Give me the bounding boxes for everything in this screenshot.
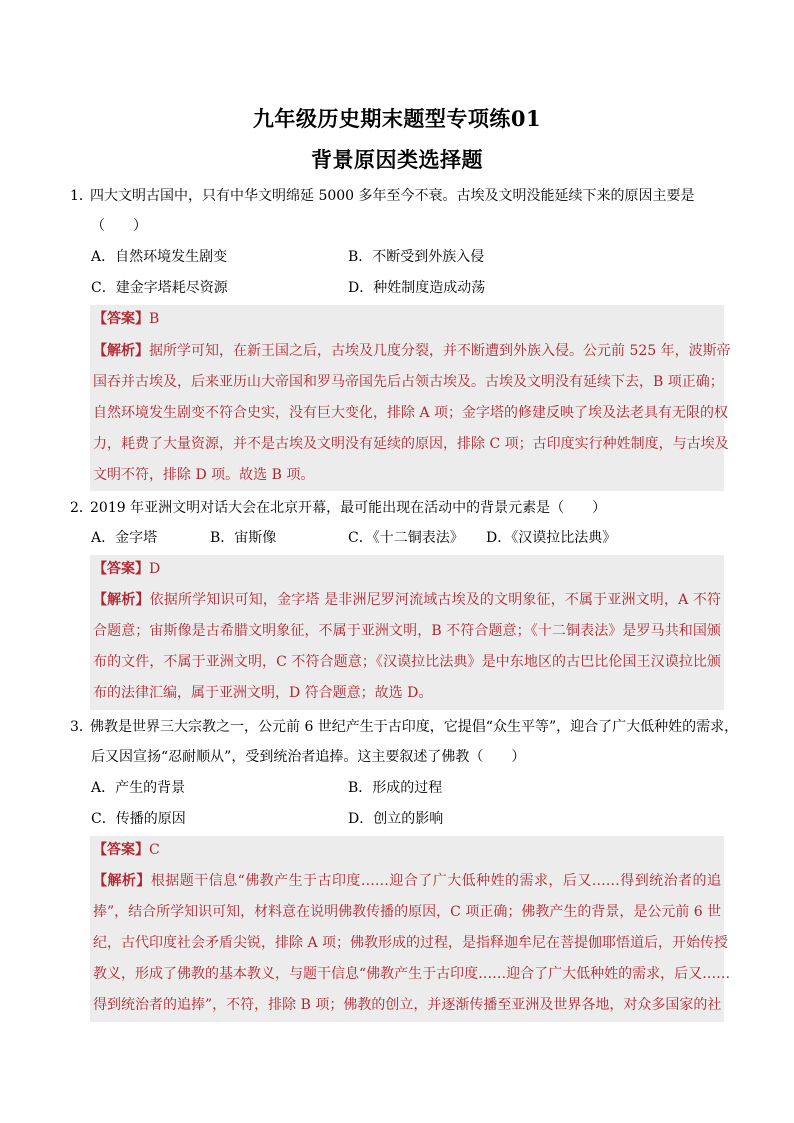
analysis-line: 合题意；宙斯像是古希腊文明象征，不属于亚洲文明，B 不符合题意；《十二铜表法》是罗马共和国颁 xyxy=(93,623,721,639)
answer-line xyxy=(93,309,159,329)
option-d: D．种姓制度造成动荡 xyxy=(348,280,486,296)
analysis-tag: 【解析】 xyxy=(93,343,149,359)
answer-value: C xyxy=(149,842,160,858)
option-d: D．《汉谟拉比法典》 xyxy=(486,530,617,546)
answer-box xyxy=(90,305,731,491)
page-subtitle: 背景原因类选择题 xyxy=(311,147,483,172)
option-b: B．形成的过程 xyxy=(348,780,443,796)
question-number: 2． xyxy=(70,500,93,516)
option-c: C．传播的原因 xyxy=(91,811,186,827)
analysis-line: 【解析】据所学可知，在新王国之后，古埃及几度分裂，并不断遭到外族入侵。公元前 525 年，波斯帝 xyxy=(93,343,731,359)
question-number: 1． xyxy=(70,188,93,204)
analysis-line: 布的法律汇编，属于亚洲文明，D 符合题意；故选 D。 xyxy=(93,685,433,701)
analysis-line: 布的文件，不属于亚洲文明，C 不符合题意；《汉谟拉比法典》是中东地区的古巴比伦国王汉谟拉比颁 xyxy=(93,654,721,670)
analysis-tag: 【解析】 xyxy=(93,873,151,889)
question-number: 3． xyxy=(70,719,93,735)
question-stem: 3．佛教是世界三大宗教之一，公元前 6 世纪产生于古印度，它提倡“众生平等”，迎合了广大低种姓的需求， xyxy=(70,719,739,735)
option-a: A．自然环境发生剧变 xyxy=(91,249,228,265)
question-stem: 2．2019 年亚洲文明对话大会在北京开幕，最可能出现在活动中的背景元素是（ ） xyxy=(70,500,607,516)
option-a: A．产生的背景 xyxy=(91,780,186,796)
answer-tag: 【答案】 xyxy=(93,842,149,858)
answer-tag: 【答案】 xyxy=(93,561,149,577)
answer-value: B xyxy=(149,311,160,327)
analysis-line: 捧”，结合所学知识可知，材料意在说明佛教传播的原因，C 项正确；佛教产生的背景，是公元前 6 世 xyxy=(93,904,722,920)
analysis-line: 文明不符，排除 D 项。故选 B 项。 xyxy=(93,467,315,483)
option-a: A．金字塔 xyxy=(91,530,158,546)
answer-line xyxy=(93,840,160,860)
option-c: C．建金字塔耗尽资源 xyxy=(91,280,228,296)
analysis-line: 力，耗费了大量资源，并不是古埃及文明没有延续的原因，排除 C 项；古印度实行种姓制度，与古埃及 xyxy=(93,436,729,452)
option-c: C．《十二铜表法》 xyxy=(348,530,464,546)
option-b: B．宙斯像 xyxy=(210,530,277,546)
analysis-line: 自然环境发生剧变不符合史实，没有巨大变化，排除 A 项；金字塔的修建反映了埃及法老具有无限的权 xyxy=(93,405,729,421)
question-stem-continued: 后又因宣扬“忍耐顺从”，受到统治者追捧。这主要叙述了佛教（ ） xyxy=(91,749,526,765)
analysis-tag: 【解析】 xyxy=(93,592,150,608)
analysis-line: 得到统治者的追捧”，不符，排除 B 项；佛教的创立，并逐渐传播至亚洲及世界各地，对众多国家的社 xyxy=(93,997,722,1013)
question-stem-continued: （ ） xyxy=(91,218,147,234)
answer-line xyxy=(93,559,160,579)
answer-value: D xyxy=(149,561,161,577)
analysis-line: 教义，形成了佛教的基本教义，与题干信息“佛教产生于古印度……迎合了广大低种姓的需求，后又…… xyxy=(93,966,731,982)
page-title: 九年级历史期末题型专项练01 xyxy=(252,106,542,131)
option-d: D．创立的影响 xyxy=(348,811,444,827)
analysis-line: 【解析】根据题干信息“佛教产生于古印度……迎合了广大低种姓的需求，后又……得到统治者的追 xyxy=(93,873,722,889)
analysis-line: 纪，古代印度社会矛盾尖锐，排除 A 项；佛教形成的过程，是指释迦牟尼在菩提伽耶悟道后，开始传授 xyxy=(93,935,729,951)
option-b: B．不断受到外族入侵 xyxy=(348,249,485,265)
analysis-line: 【解析】依据所学知识可知，金字塔 是非洲尼罗河流域古埃及的文明象征，不属于亚洲文明，A 不符 xyxy=(93,592,721,608)
question-stem: 1．四大文明古国中，只有中华文明绵延 5000 多年至今不衰。古埃及文明没能延续下来的原因主要是 xyxy=(70,188,695,204)
answer-tag: 【答案】 xyxy=(93,311,149,327)
analysis-line: 国吞并古埃及，后来亚历山大帝国和罗马帝国先后占领古埃及。古埃及文明没有延续下去，B 项正确； xyxy=(93,374,724,390)
